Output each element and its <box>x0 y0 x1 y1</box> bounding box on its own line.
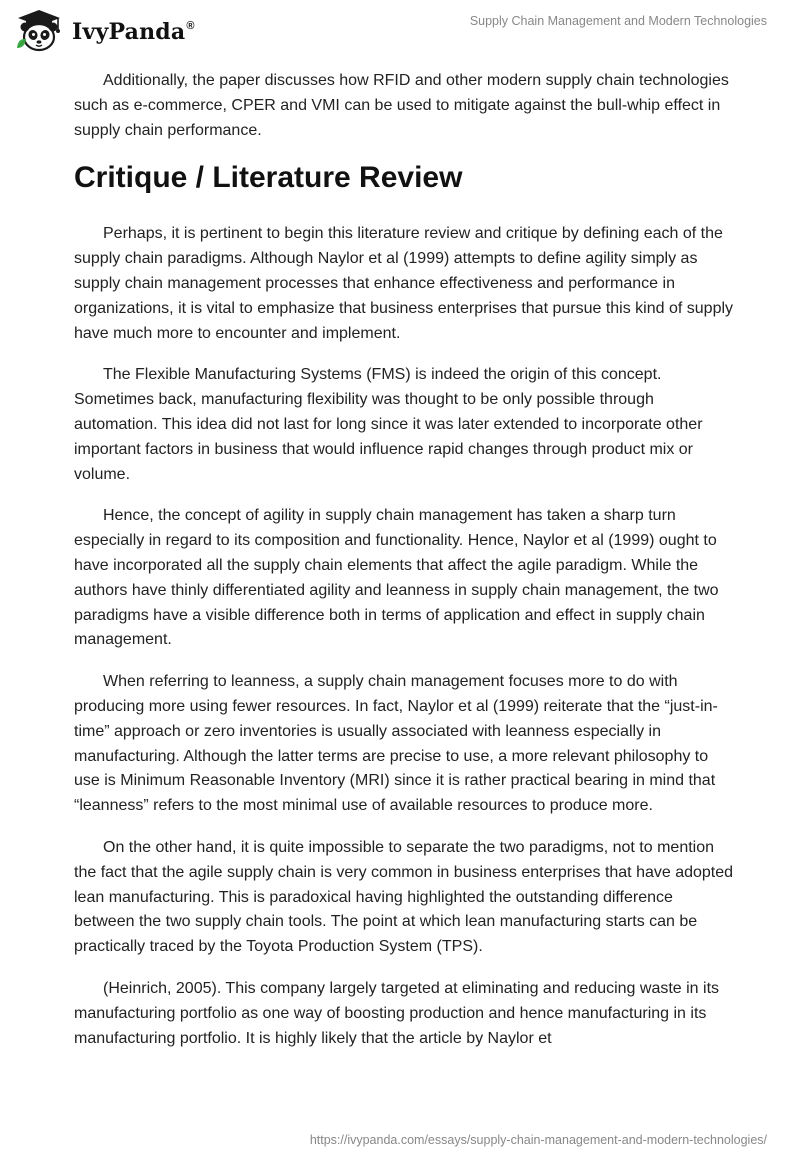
paragraph: On the other hand, it is quite impossible to separate the two paradigms, not to mention the fact that the agile supply chain is very common in business enterprises that have adopted lean manufacturing. This is paradoxical having highlighted the outstanding difference between the two supply chain tools. The point at which lean manufacturing starts can be practically traced by the Toyota Production System (TPS). <box>74 838 734 956</box>
running-title: Supply Chain Management and Modern Technologies <box>469 14 767 28</box>
brand-text: IvyPanda <box>72 19 186 45</box>
intro-paragraph: Additionally, the paper discusses how RFID and other modern supply chain technologies such as e-commerce, CPER and VMI can be used to mitigate against the bull-whip effect in supply chain performance. <box>74 72 729 139</box>
panda-logo-icon <box>14 8 64 54</box>
source-url[interactable]: https://ivypanda.com/essays/supply-chain-management-and-modern-technologies/ <box>309 1133 767 1147</box>
page-header <box>0 0 800 64</box>
document-body <box>74 69 734 1068</box>
brand-name <box>72 19 195 45</box>
paragraph: Perhaps, it is pertinent to begin this literature review and critique by defining each of the supply chain paradigms. Although Naylor et al (1999) attempts to define agility simply as supply chain management processes that enhance effectiveness and performance in organizations, it is vital to emphasize that business enterprises that pursue this kind of supply have much more to encounter and implement. <box>74 225 734 342</box>
section-heading: Critique / Literature Review <box>74 161 463 195</box>
paragraph: (Heinrich, 2005). This company largely targeted at eliminating and reducing waste in its manufacturing portfolio as one way of boosting production and hence manufacturing in its manufacturing portfolio. It is highly likely that the article by Naylor et <box>74 979 720 1047</box>
paragraph: Hence, the concept of agility in supply chain management has taken a sharp turn especially in regard to its composition and functionality. Hence, Naylor et al (1999) ought to have incorporated all the supply chain elements that affect the agile paradigm. While the authors have thinly differentiated agility and leanness in supply chain management, the two paradigms have a visible difference both in terms of application and effect in supply chain management. <box>74 507 719 649</box>
registered-mark: ® <box>186 20 195 32</box>
paragraph: When referring to leanness, a supply chain management focuses more to do with producing more using fewer resources. In fact, Naylor et al (1999) reiterate that the “just-in-time” approach or zero inventories is usually associated with leanness especially in manufacturing. Although the latter terms are precise to use, a more relevant philosophy to use is Minimum Reasonable Inventory (MRI) since it is rather practical bearing in mind that “leanness” refers to the most minimal use of available resources to produce more. <box>74 673 718 815</box>
ivypanda-logo[interactable] <box>14 8 195 54</box>
paragraph: The Flexible Manufacturing Systems (FMS) is indeed the origin of this concept. Sometimes back, manufacturing flexibility was thought to be only possible through automation. This idea did not last for long since it was later extended to incorporate other important factors in business that would influence rapid changes through product mix or volume. <box>74 366 703 483</box>
